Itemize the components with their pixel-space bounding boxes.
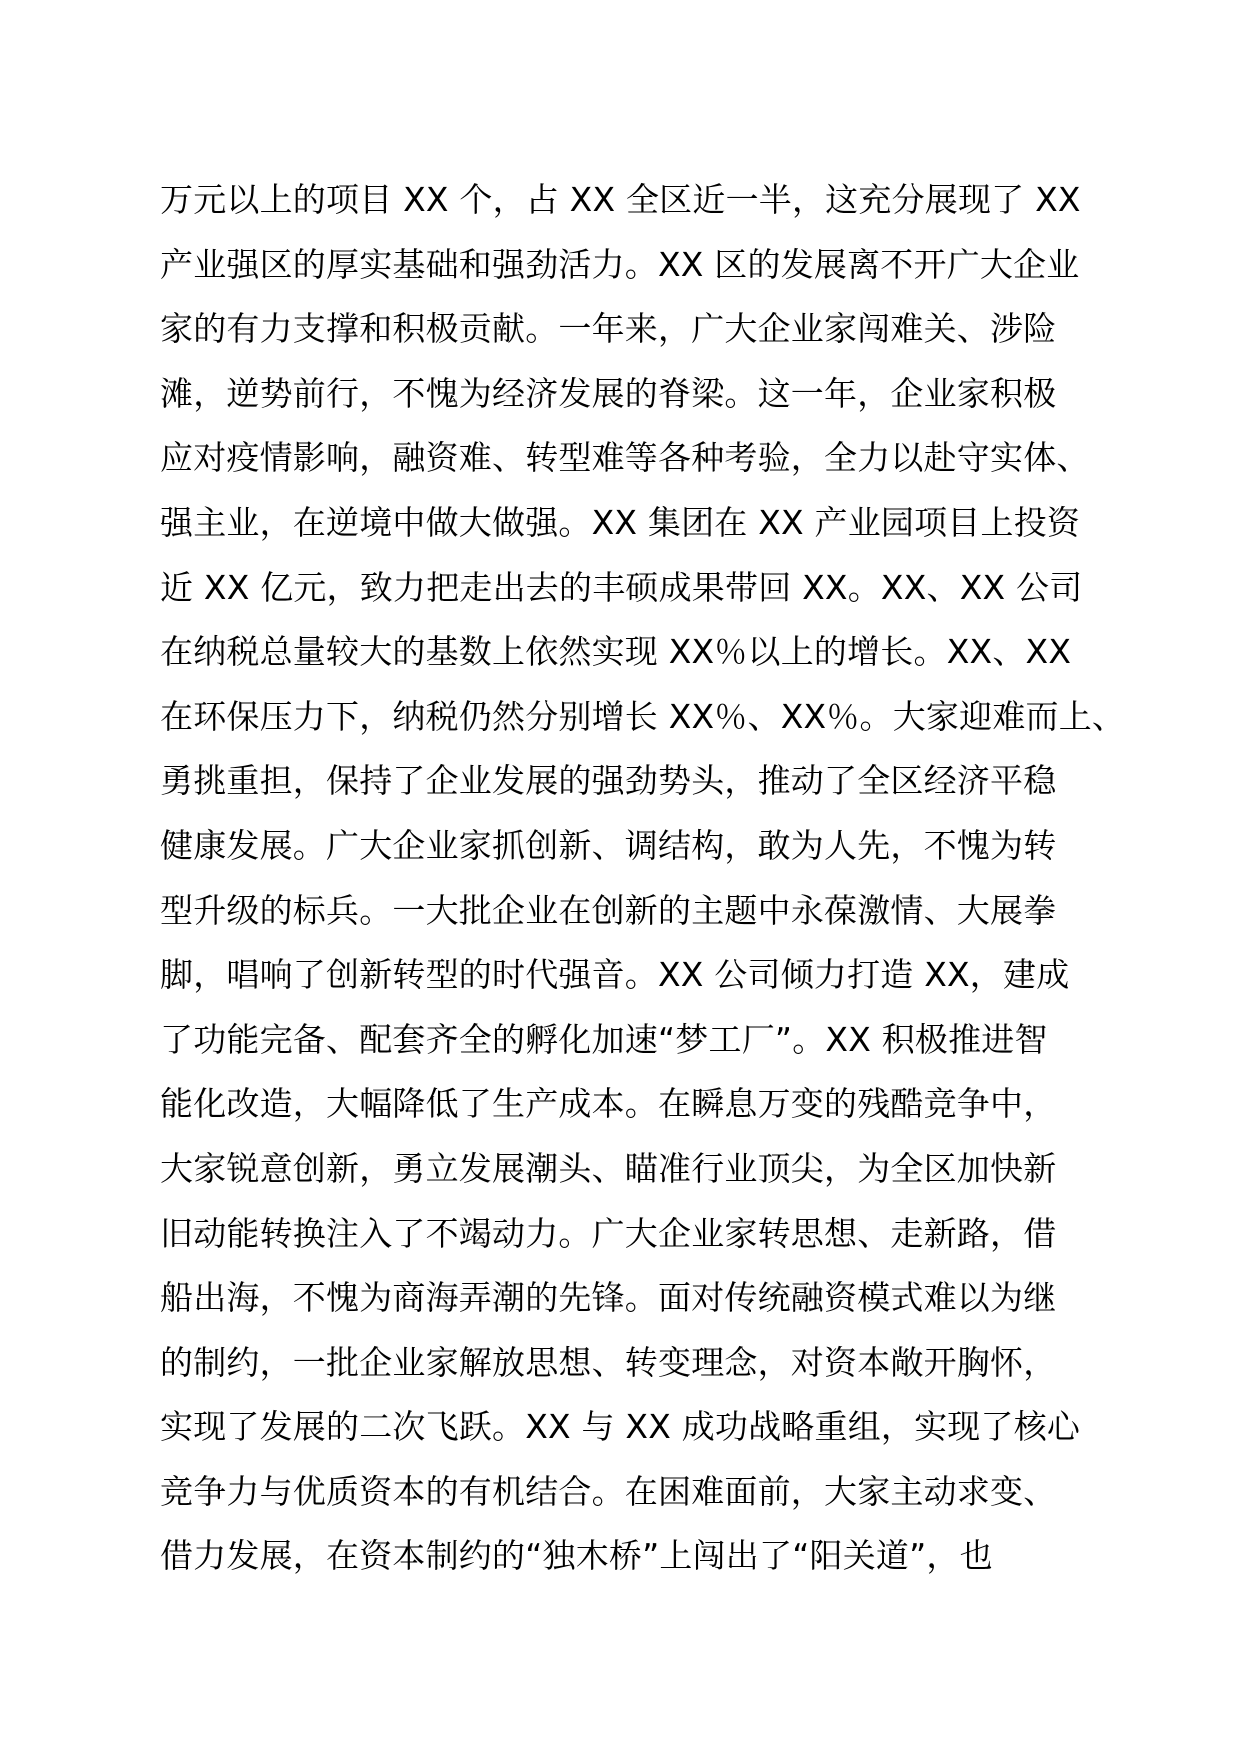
text-line: 强主业，在逆境中做大做强。XX 集团在 XX 产业园项目上投资 [160, 502, 1081, 542]
text-line: 船出海，不愧为商海弄潮的先锋。面对传统融资模式难以为继 [160, 1278, 1057, 1318]
text-line: 实现了发展的二次飞跃。XX 与 XX 成功战略重组，实现了核心 [160, 1407, 1081, 1447]
text-line: 旧动能转换注入了不竭动力。广大企业家转思想、走新路，借 [160, 1213, 1057, 1253]
text-line: 健康发展。广大企业家抓创新、调结构，敢为人先，不愧为转 [160, 825, 1057, 865]
text-line: 能化改造，大幅降低了生产成本。在瞬息万变的残酷竞争中， [160, 1084, 1057, 1124]
text-line: 大家锐意创新，勇立发展潮头、瞄准行业顶尖，为全区加快新 [160, 1148, 1057, 1188]
text-line: 脚，唱响了创新转型的时代强音。XX 公司倾力打造 XX，建成 [160, 955, 1070, 995]
text-line: 应对疫情影响，融资难、转型难等各种考验，全力以赴守实体、 [160, 438, 1090, 478]
text-line: 滩，逆势前行，不愧为经济发展的脊梁。这一年，企业家积极 [160, 373, 1057, 413]
text-line: 借力发展，在资本制约的“独木桥”上闯出了“阳关道”，也 [160, 1536, 993, 1576]
body-text [160, 168, 1126, 1589]
text-line: 勇挑重担，保持了企业发展的强劲势头，推动了全区经济平稳 [160, 761, 1057, 801]
text-line: 了功能完备、配套齐全的孵化加速“梦工厂”。XX 积极推进智 [160, 1019, 1048, 1059]
text-line: 的制约，一批企业家解放思想、转变理念，对资本敞开胸怀， [160, 1342, 1057, 1382]
text-line: 在环保压力下，纳税仍然分别增长 XX％、XX％。大家迎难而上、 [160, 696, 1126, 736]
text-line: 家的有力支撑和积极贡献。一年来，广大企业家闯难关、涉险 [160, 309, 1057, 349]
text-line: 竞争力与优质资本的有机结合。在困难面前，大家主动求变、 [160, 1471, 1057, 1511]
text-line: 万元以上的项目 XX 个，占 XX 全区近一半，这充分展现了 XX [160, 180, 1081, 219]
text-line: 型升级的标兵。一大批企业在创新的主题中永葆激情、大展拳 [160, 890, 1057, 930]
text-line: 产业强区的厚实基础和强劲活力。XX 区的发展离不开广大企业 [160, 244, 1080, 284]
text-line: 在纳税总量较大的基数上依然实现 XX％以上的增长。XX、XX [160, 632, 1072, 672]
text-line: 近 XX 亿元，致力把走出去的丰硕成果带回 XX。XX、XX 公司 [160, 567, 1083, 607]
